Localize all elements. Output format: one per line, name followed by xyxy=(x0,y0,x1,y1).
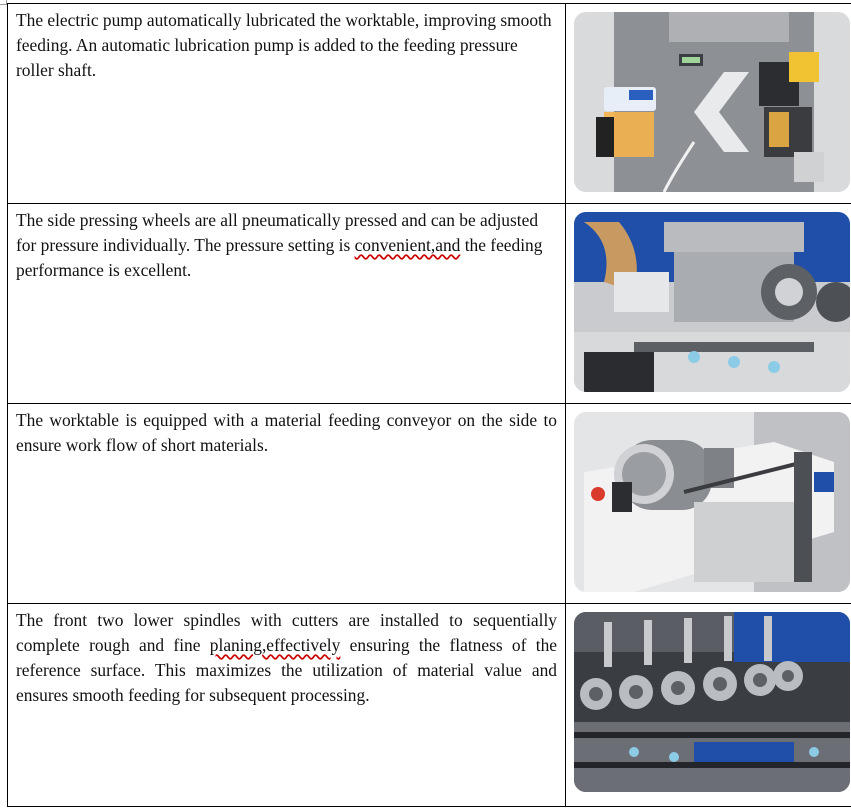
feature-text: The side pressing wheels are all pneumatically pressed and can be adjusted for pressure individually. The pressure setting is xyxy=(16,210,539,255)
feature-text: ensuring the flatness of the reference surface. This maximizes the utilization of material value and ensures smooth feeding for subsequent processing. xyxy=(16,635,557,705)
feature-table xyxy=(7,3,851,807)
feature-text: the feeding performance is excellent. xyxy=(16,235,543,280)
feature-text: The electric pump automatically lubricated the worktable, improving smooth feeding. An automatic lubrication pump is added to the feeding pressure roller shaft. xyxy=(16,10,552,80)
lubrication-pump-photo xyxy=(574,12,850,192)
spellcheck-flagged-text: convenient,and xyxy=(354,235,461,255)
spellcheck-flagged-text: planing,effectively xyxy=(209,635,341,655)
table-row xyxy=(8,604,851,807)
feature-image-cell xyxy=(566,404,851,604)
feature-image-cell xyxy=(566,604,851,807)
feature-image-cell xyxy=(566,4,851,204)
table-row xyxy=(8,404,851,604)
spindles-cutters-photo xyxy=(574,612,850,792)
side-pressing-wheels-photo xyxy=(574,212,850,392)
feature-description xyxy=(8,4,566,204)
feature-description xyxy=(8,404,566,604)
feature-description xyxy=(8,204,566,404)
feature-text: The front two lower spindles with cutters are installed to sequentially complete rough and fine xyxy=(16,610,557,655)
feature-description xyxy=(8,604,566,807)
feeding-conveyor-photo xyxy=(574,412,850,592)
table-row xyxy=(8,204,851,404)
page-corner-mark xyxy=(0,0,7,5)
table-row xyxy=(8,4,851,204)
feature-image-cell xyxy=(566,204,851,404)
feature-text: The worktable is equipped with a material feeding conveyor on the side to ensure work flow of short materials. xyxy=(16,410,557,455)
